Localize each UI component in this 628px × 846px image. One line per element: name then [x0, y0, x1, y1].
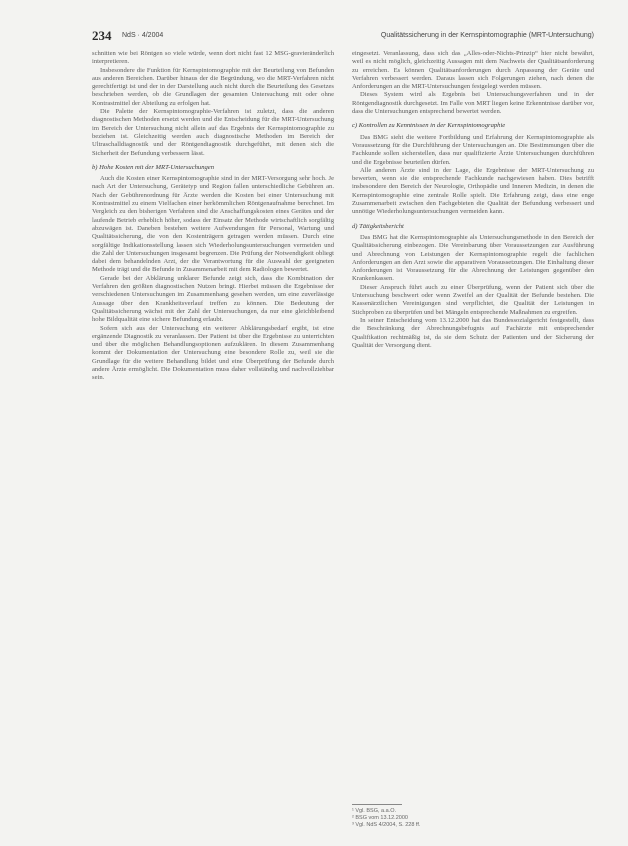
- footnote: ¹ Vgl. BSG, a.a.O.: [352, 808, 397, 814]
- right-section-heading: c) Kontrollen zu Kenntnissen in der Kernspintomographie: [352, 122, 506, 130]
- footnotes: [352, 804, 594, 829]
- footnote: ³ Vgl. NdS 4/2004, S. 228 ff.: [352, 822, 421, 828]
- page-number: 234: [92, 28, 112, 43]
- right-paragraph: Dieser Anspruch führt auch zu einer Überprüfung, wenn der Patient sich über die Untersuchung beschwert oder wenn Zweifel an der Qualität der Befunde bestehen. Die Kassenärztlichen Vereinigungen sind verpflichtet, die Qualität der Leistungen in Stichproben zu überprüfen und bei Mängeln entsprechende Maßnahmen zu ergreifen.: [352, 283, 594, 316]
- right-column: [352, 50, 594, 350]
- page-header: [92, 30, 594, 44]
- left-paragraph: Die Palette der Kernspintomographie-Verfahren ist zuletzt, dass die anderen diagnostischen Methoden ersetzt werden und die Entscheidung für die MRT-Untersuchung im Bereich der Untersuchung nicht allein auf das Ergebnis der Kernspintomographie zu beziehen ist. Gleichzeitig werden auch diagnostische Methoden im Bereich der Ultraschalldiagnostik und der Röntgendiagnostik durchgeführt, mit denen sich die Sicherheit der Befundung verbessern lässt.: [92, 108, 334, 157]
- right-paragraph: eingesetzt. Veranlassung, dass sich das „Alles-oder-Nichts-Prinzip“ hier nicht bewährt, weil es nicht möglich, gleichzeitig Aussagen mit dem Nachweis der Qualitätsanforderung zu erreichen. Es können Qualitätsanforderungen durch Anpassung der Geräte und Verfahren verbessert werden. Daraus lassen sich Folgerungen ziehen, nach denen die Anforderungen an die MRT-Untersuchungen festgelegt werden müssen.: [352, 50, 594, 91]
- footnote: ² BSG vom 13.12.2000: [352, 815, 408, 821]
- right-section-heading: d) Tätigkeitsbericht: [352, 222, 404, 230]
- left-paragraph: Sofern sich aus der Untersuchung ein weiterer Abklärungsbedarf ergibt, ist eine ergänzende Diagnostik zu veranlassen. Der Patient ist über die Ergebnisse zu unterrichten und über die möglichen Behandlungsoptionen aufzuklären. In diesem Zusammenhang kommt der Dokumentation der Untersuchung eine besondere Rolle zu, weil sie die Grundlage für die weitere Behandlung bildet und eine Überprüfung der Befunde durch andere Ärzte ermöglicht. Die Dokumentation muss daher vollständig und nachvollziehbar sein.: [92, 324, 334, 382]
- left-column: [92, 50, 334, 383]
- journal-name: NdS · 4/2004: [122, 32, 164, 39]
- right-paragraph: Alle anderen Ärzte sind in der Lage, die Ergebnisse der MRT-Untersuchung zu bewerten, wenn sie die entsprechende Fachkunde nachgewiesen haben. Dies betrifft insbesondere den Bereich der Neurologie, Orthopädie und Inneren Medizin, in denen die Kernspintomographie eine zentrale Rolle spielt. Die Erfahrung zeigt, dass eine enge Zusammenarbeit zwischen den Fachgebieten die Qualität der Befundung verbessert und unnötige Wiederholungsuntersuchungen vermeiden kann.: [352, 166, 594, 216]
- left-paragraph: Auch die Kosten einer Kernspintomographie sind in der MRT-Versorgung sehr hoch. Je nach Art der Untersuchung, Gerätetyp und Region fallen unterschiedliche Gebühren an. Nach der Gebührenordnung für Ärzte werden die Kosten bei einer Untersuchung mit Kontrastmittel zu einem Vielfachen einer herkömmlichen Röntgenaufnahme berechnet. Im Vergleich zu den bisherigen Verfahren sind die Anschaffungskosten eines Gerätes und der laufende Betrieb erheblich höher, sodass der Einsatz der Methode wirtschaftlich sorgfältig abzuwägen ist. Daneben bestehen weitere Aufwendungen für Personal, Wartung und Qualitätssicherung, die von den Kostenträgern getragen werden müssen. Durch eine sorgfältige Indikationsstellung lassen sich Wiederholungsuntersuchungen vermeiden und die Zahl der Untersuchungen insgesamt begrenzen. Die Prüfung der Notwendigkeit obliegt dabei dem behandelnden Arzt, der die Verantwortung für die Auswahl der geeigneten Methode trägt und die Befunde in Zusammenarbeit mit dem Radiologen bewertet.: [92, 175, 334, 274]
- right-paragraph: Das BMG sieht die weitere Fortbildung und Erfahrung der Kernspintomographie als Voraussetzung für die Durchführung der Untersuchungen an. Die Bestimmungen über die Fachkunde sollen sicherstellen, dass nur qualifizierte Ärzte Untersuchungen durchführen und die Ergebnisse beurteilen dürfen.: [352, 133, 594, 166]
- left-paragraph: schnitten wie bei Röntgen so viele würde, wenn dort nicht fast 12 MSG-gravieränderlich interpretieren.: [92, 50, 334, 66]
- right-paragraph: Dieses System wird als Ergebnis bei Untersuchungsverfahren und in der Röntgendiagnostik durchgesetzt. Im Falle von MRT liegen keine Erkenntnisse darüber vor, dass die Untersuchungen entsprechend bewertet werden.: [352, 91, 594, 116]
- footnote-divider: [352, 804, 402, 805]
- left-paragraph: Gerade bei der Abklärung unklarer Befunde zeigt sich, dass die Kombination der Verfahren den größten diagnostischen Nutzen bringt. Hierbei müssen die Ergebnisse der verschiedenen Untersuchungen im Zusammenhang gesehen werden, um eine zuverlässige Aussage über den Krankheitsverlauf treffen zu können. Die Bedeutung der Qualitätssicherung wächst mit der Zahl der Untersuchungen, da nur eine gleichbleibend hohe Bildqualität eine sichere Befundung erlaubt.: [92, 274, 334, 324]
- right-paragraph: Das BMG hat die Kernspintomographie als Untersuchungsmethode in den Bereich der Qualitätssicherung einbezogen. Die Vereinbarung über Voraussetzungen zur Ausführung und Abrechnung von Leistungen der Kernspintomographie regelt die fachlichen Anforderungen an den Arzt sowie die apparativen Voraussetzungen. Die Einhaltung dieser Anforderungen ist Voraussetzung für die Abrechnung der Leistungen gegenüber den Krankenkassen.: [352, 233, 594, 283]
- running-title: Qualitätssicherung in der Kernspintomographie (MRT-Untersuchung): [380, 32, 594, 39]
- left-paragraph: Insbesondere die Funktion für Kernspintomographie mit der Beurteilung von Befunden aus anderen Bereichen. Darüber hinaus der die Begründung, wo die MRT-Verfahren nicht gerechtfertigt ist und der in der Darstellung auch nicht durch die Beurteilung des Gesetzes beschrieben werden, ob die Grundlagen der gesamten Untersuchung mit oder ohne Kontrastmittel der Abteilung zu erfolgen hat.: [92, 66, 334, 107]
- right-paragraph: In seiner Entscheidung vom 13.12.2000 hat das Bundessozialgericht festgestellt, dass die Beschränkung der Abrechnungsbefugnis auf Fachärzte mit entsprechender Qualifikation rechtmäßig ist, da sie dem Schutz der Patienten und der Sicherung der Qualität der Versorgung dient.: [352, 316, 594, 349]
- left-section-heading: b) Hohe Kosten mit der MRT-Untersuchungen: [92, 163, 215, 171]
